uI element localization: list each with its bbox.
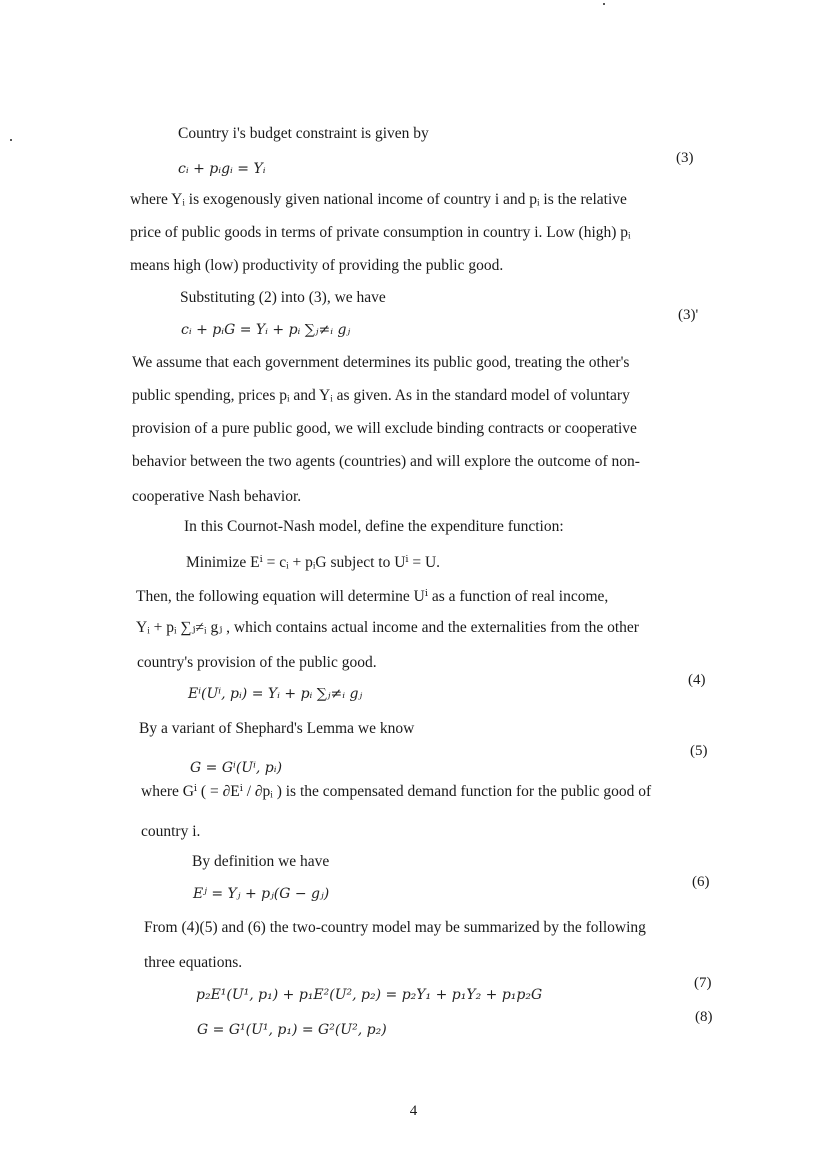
paragraph-line: behavior between the two agents (countries) and will explore the outcome of non- <box>132 453 640 470</box>
paragraph-line: provision of a pure public good, we will exclude binding contracts or cooperative <box>132 420 637 437</box>
paragraph-line: Substituting (2) into (3), we have <box>180 289 386 306</box>
paragraph-line: where Gⁱ ( = ∂Eⁱ / ∂pᵢ ) is the compensated demand function for the public good of <box>141 783 652 800</box>
paragraph-line: country's provision of the public good. <box>137 654 377 671</box>
paragraph-line: Minimize Eⁱ = cᵢ + pᵢG subject to Uⁱ = U. <box>186 554 441 571</box>
equation: cᵢ + pᵢG = Yᵢ + pᵢ ∑ⱼ≠ᵢ gⱼ <box>181 322 351 338</box>
equation: G = Gⁱ(Uⁱ, pᵢ) <box>190 760 283 776</box>
paragraph-line: By definition we have <box>192 853 330 870</box>
equation: p₂E¹(U¹, p₁) + p₁E²(U², p₂) = p₂Y₁ + p₁Y₂ + p₁p₂G <box>196 987 543 1003</box>
paragraph-line: By a variant of Shephard's Lemma we know <box>139 720 415 737</box>
equation-number: (3)' <box>678 307 699 323</box>
paragraph-line: country i. <box>141 823 201 840</box>
paragraph-line: three equations. <box>144 954 243 971</box>
equation: cᵢ + pᵢgᵢ = Yᵢ <box>178 161 266 177</box>
page-number: 4 <box>409 1103 418 1119</box>
paragraph-line: Yᵢ + pᵢ ∑ⱼ≠ᵢ gⱼ , which contains actual income and the externalities from the other <box>136 619 639 636</box>
equation-number: (8) <box>695 1009 713 1025</box>
paragraph-line: In this Cournot-Nash model, define the expenditure function: <box>184 518 564 535</box>
scan-speck <box>10 139 12 141</box>
equation-number: (4) <box>688 672 706 688</box>
paragraph-line: We assume that each government determines its public good, treating the other's <box>132 354 630 371</box>
paragraph-line: From (4)(5) and (6) the two-country model may be summarized by the following <box>144 919 646 936</box>
paragraph-line: cooperative Nash behavior. <box>132 488 302 505</box>
scan-speck <box>603 3 605 5</box>
equation-number: (6) <box>692 874 710 890</box>
equation-number: (3) <box>676 150 694 166</box>
paragraph-line: where Yᵢ is exogenously given national income of country i and pᵢ is the relative <box>130 191 627 208</box>
equation: G = G¹(U¹, p₁) = G²(U², p₂) <box>197 1022 387 1038</box>
equation: Eʲ = Yⱼ + pⱼ(G − gⱼ) <box>193 886 330 902</box>
equation-number: (7) <box>694 975 712 991</box>
paragraph-line: Then, the following equation will determine Uⁱ as a function of real income, <box>136 588 609 605</box>
equation: Eⁱ(Uⁱ, pᵢ) = Yᵢ + pᵢ ∑ⱼ≠ᵢ gⱼ <box>188 686 363 702</box>
paragraph-line: Country i's budget constraint is given by <box>178 125 429 142</box>
equation-number: (5) <box>690 743 708 759</box>
paragraph-line: means high (low) productivity of providing the public good. <box>130 257 504 274</box>
paragraph-line: public spending, prices pᵢ and Yᵢ as given. As in the standard model of voluntary <box>132 387 630 404</box>
paragraph-line: price of public goods in terms of private consumption in country i. Low (high) pᵢ <box>130 224 631 241</box>
